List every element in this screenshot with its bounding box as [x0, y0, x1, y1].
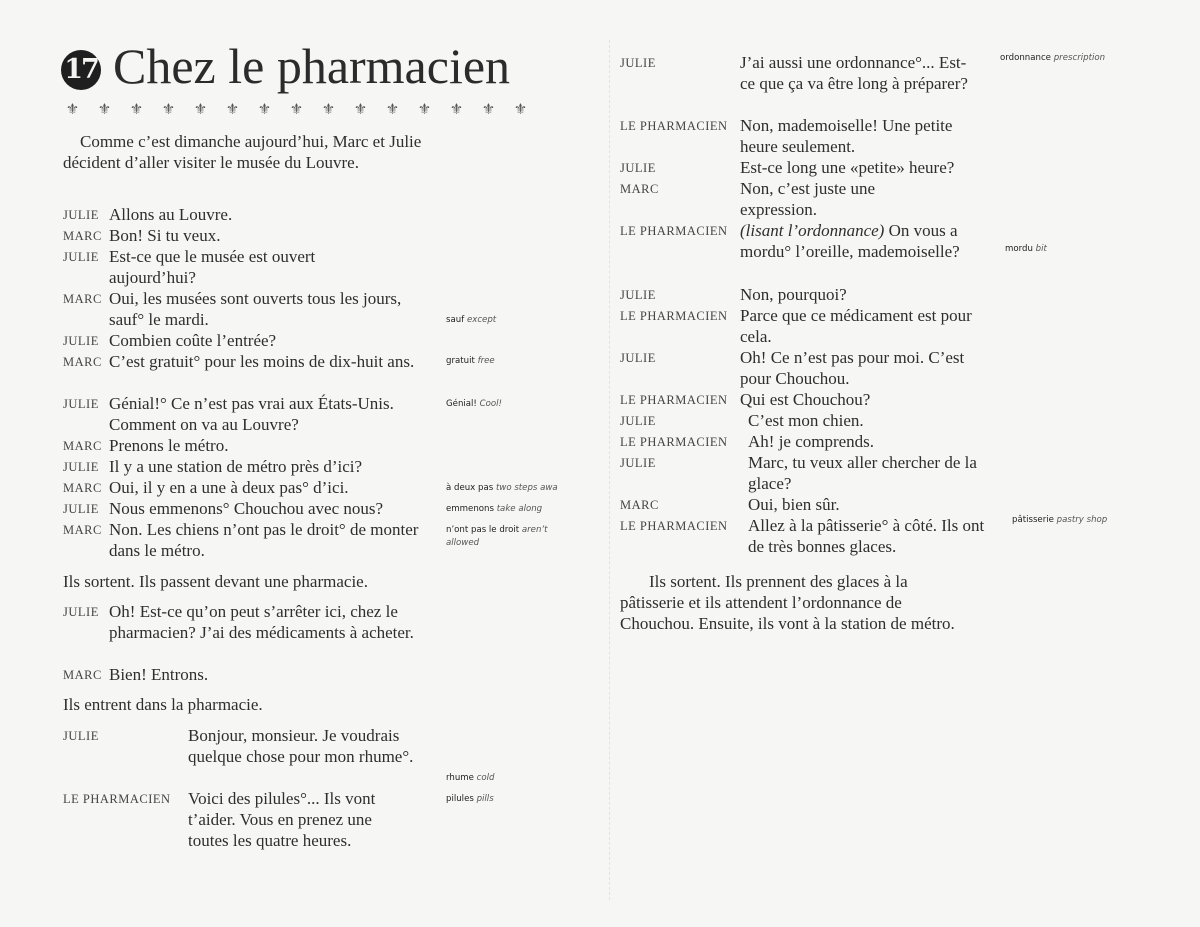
- fleuron-icon: ⚜: [129, 100, 144, 118]
- gloss-term: emmenons: [446, 504, 494, 514]
- speech: Génial!° Ce n’est pas vrai aux États-Unis. Comment on va au Louvre?: [109, 394, 394, 434]
- gloss: [446, 398, 502, 411]
- speech: C’est mon chien.: [748, 411, 864, 430]
- dialogue-line: [63, 435, 443, 457]
- dialogue-line: [620, 515, 1000, 557]
- fleuron-icon: ⚜: [289, 100, 304, 118]
- speech: Oh! Ce n’est pas pour moi. C’est pour Chouchou.: [740, 348, 965, 388]
- speaker: JULIE: [63, 729, 99, 743]
- dialogue-line: [620, 389, 990, 411]
- page-fold: [609, 40, 610, 900]
- dialogue-line: [63, 477, 443, 499]
- gloss-meaning: pastry shop: [1056, 515, 1108, 525]
- speaker: JULIE: [63, 502, 99, 516]
- gloss-term: gratuit: [446, 356, 475, 366]
- gloss-meaning: bit: [1035, 244, 1047, 254]
- speech: Bon! Si tu veux.: [109, 226, 221, 245]
- speaker: JULIE: [63, 208, 99, 222]
- speech: Bonjour, monsieur. Je voudrais quelque chose pour mon rhume°.: [188, 726, 414, 766]
- narration: Ils sortent. Ils passent devant une pharmacie.: [63, 572, 368, 591]
- fleuron-icon: ⚜: [417, 100, 432, 118]
- gloss: [446, 482, 558, 495]
- dialogue-line: [63, 204, 443, 226]
- speaker: JULIE: [620, 288, 656, 302]
- speech: Non, mademoiselle! Une petite heure seulement.: [740, 116, 953, 156]
- fleuron-icon: ⚜: [225, 100, 240, 118]
- speaker: MARC: [620, 182, 659, 196]
- gloss: [1000, 52, 1105, 65]
- fleuron-icon: ⚜: [385, 100, 400, 118]
- fleuron-icon: ⚜: [449, 100, 464, 118]
- speaker: JULIE: [63, 397, 99, 411]
- ornament-row: [62, 100, 562, 118]
- speech: Il y a une station de métro près d’ici?: [109, 457, 363, 476]
- gloss-term: ordonnance: [1000, 53, 1051, 63]
- speaker: MARC: [63, 523, 102, 537]
- dialogue-line: [620, 452, 990, 494]
- fleuron-icon: ⚜: [353, 100, 368, 118]
- speech: Bien! Entrons.: [109, 665, 209, 684]
- dialogue-line: [63, 456, 443, 478]
- gloss-term: rhume: [446, 773, 474, 783]
- dialogue-line: [620, 220, 990, 262]
- dialogue-line: [63, 664, 443, 686]
- speaker: LE PHARMACIEN: [620, 519, 728, 533]
- speaker: LE PHARMACIEN: [620, 119, 728, 133]
- speaker: JULIE: [620, 56, 656, 70]
- speech: J’ai aussi une ordonnance°... Est-ce que ça va être long à préparer?: [740, 53, 968, 93]
- speech: Est-ce que le musée est ouvert aujourd’hui?: [109, 247, 316, 287]
- speech: Parce que ce médicament est pour cela.: [740, 306, 972, 346]
- speaker: JULIE: [63, 334, 99, 348]
- dialogue-line: [63, 725, 443, 767]
- closing-narration: Ils sortent. Ils prennent des glaces à la pâtisserie et ils attendent l’ordonnance de Chouchou. Ensuite, ils vont à la station de métro.: [620, 572, 955, 633]
- speaker: JULIE: [63, 460, 99, 474]
- speaker: JULIE: [620, 351, 656, 365]
- dialogue-line: [620, 284, 990, 306]
- speaker: JULIE: [620, 456, 656, 470]
- fleuron-icon: ⚜: [65, 100, 80, 118]
- speaker: LE PHARMACIEN: [620, 309, 728, 323]
- speaker: MARC: [63, 668, 102, 682]
- gloss: [446, 314, 496, 327]
- dialogue-line: [63, 788, 443, 851]
- speech: Allez à la pâtisserie° à côté. Ils ont de très bonnes glaces.: [748, 516, 985, 556]
- speech: Est-ce long une «petite» heure?: [740, 158, 955, 177]
- dialogue-line: [620, 410, 990, 432]
- gloss-meaning: prescription: [1053, 53, 1106, 63]
- speaker: LE PHARMACIEN: [63, 792, 171, 806]
- dialogue-line: [620, 347, 990, 389]
- gloss: [446, 355, 495, 368]
- dialogue-line: [63, 225, 443, 247]
- speech: Combien coûte l’entrée?: [109, 331, 277, 350]
- speech: Voici des pilules°... Ils vont t’aider. Vous en prenez une toutes les quatre heures.: [188, 789, 376, 850]
- gloss-term: à deux pas: [446, 483, 494, 493]
- chapter-title: Chez le pharmacien: [113, 38, 511, 94]
- gloss-meaning: aren’t allowed: [446, 525, 548, 548]
- speech: Ah! je comprends.: [748, 432, 875, 451]
- speech: Nous emmenons° Chouchou avec nous?: [109, 499, 384, 518]
- gloss-meaning: take along: [496, 504, 543, 514]
- speech: Oui, les musées sont ouverts tous les jours, sauf° le mardi.: [109, 289, 402, 329]
- gloss-meaning: cold: [476, 773, 495, 783]
- speech: Oh! Est-ce qu’on peut s’arrêter ici, chez le pharmacien? J’ai des médicaments à acheter.: [109, 602, 414, 642]
- speech: Qui est Chouchou?: [740, 390, 871, 409]
- chapter-number-badge: 17: [61, 50, 101, 90]
- gloss: [446, 503, 542, 516]
- gloss: [446, 524, 566, 550]
- speech: Non, c’est juste une expression.: [740, 179, 876, 219]
- narration: Ils entrent dans la pharmacie.: [63, 695, 263, 714]
- speech: Prenons le métro.: [109, 436, 229, 455]
- gloss-term: Génial!: [446, 399, 477, 409]
- fleuron-icon: ⚜: [321, 100, 336, 118]
- speaker: JULIE: [63, 605, 99, 619]
- gloss-meaning: free: [477, 356, 495, 366]
- speech: C’est gratuit° pour les moins de dix-huit ans.: [109, 352, 415, 371]
- speaker: LE PHARMACIEN: [620, 393, 728, 407]
- gloss-meaning: except: [466, 315, 497, 325]
- dialogue-line: [63, 288, 443, 330]
- speaker: LE PHARMACIEN: [620, 435, 728, 449]
- dialogue-line: [63, 246, 443, 288]
- dialogue-line: [63, 601, 443, 643]
- gloss-meaning: Cool!: [479, 399, 502, 409]
- speech: Oui, bien sûr.: [748, 495, 840, 514]
- gloss: [446, 793, 494, 806]
- dialogue-line: [63, 351, 443, 373]
- dialogue-line: [63, 330, 443, 352]
- speaker: JULIE: [620, 414, 656, 428]
- speaker: MARC: [63, 229, 102, 243]
- speaker: LE PHARMACIEN: [620, 224, 728, 238]
- fleuron-icon: ⚜: [161, 100, 176, 118]
- speaker: MARC: [620, 498, 659, 512]
- gloss-term: mordu: [1005, 244, 1033, 254]
- speech: Non. Les chiens n’ont pas le droit° de monter dans le métro.: [109, 520, 419, 560]
- gloss-meaning: two steps awa: [495, 483, 558, 493]
- dialogue-line: [620, 305, 990, 347]
- speaker: MARC: [63, 481, 102, 495]
- dialogue-line: [620, 115, 990, 157]
- dialogue-line: [620, 431, 990, 453]
- dialogue-line: [620, 52, 990, 94]
- gloss-term: pilules: [446, 794, 474, 804]
- gloss-term: sauf: [446, 315, 465, 325]
- gloss-term: pâtisserie: [1012, 515, 1054, 525]
- speaker: MARC: [63, 439, 102, 453]
- speech: [740, 220, 985, 262]
- speaker: MARC: [63, 355, 102, 369]
- dialogue-line: [63, 498, 443, 520]
- dialogue-line: [63, 393, 443, 435]
- fleuron-icon: ⚜: [257, 100, 272, 118]
- speech: Allons au Louvre.: [109, 205, 233, 224]
- gloss-meaning: pills: [476, 794, 494, 804]
- speech: Non, pourquoi?: [740, 285, 847, 304]
- fleuron-icon: ⚜: [513, 100, 528, 118]
- speaker: MARC: [63, 292, 102, 306]
- gloss: [1005, 243, 1047, 256]
- dialogue-line: [63, 519, 443, 561]
- fleuron-icon: ⚜: [193, 100, 208, 118]
- intro-paragraph: Comme c’est dimanche aujourd’hui, Marc et Julie décident d’aller visiter le musée du Louvre.: [63, 132, 422, 172]
- speaker: JULIE: [63, 250, 99, 264]
- dialogue-line: [620, 157, 990, 179]
- fleuron-icon: ⚜: [481, 100, 496, 118]
- speech: Oui, il y en a une à deux pas° d’ici.: [109, 478, 349, 497]
- gloss-term: n’ont pas le droit: [446, 525, 520, 535]
- gloss: [1012, 514, 1107, 527]
- speaker: JULIE: [620, 161, 656, 175]
- dialogue-line: [620, 494, 990, 516]
- stage-direction: (lisant l’ordonnance): [740, 221, 885, 240]
- speech: Marc, tu veux aller chercher de la glace?: [748, 453, 977, 493]
- fleuron-icon: ⚜: [97, 100, 112, 118]
- dialogue-line: [620, 178, 990, 220]
- gloss: [446, 772, 495, 785]
- speech-text: On vous a mordu° l’oreille, mademoiselle?: [740, 221, 960, 261]
